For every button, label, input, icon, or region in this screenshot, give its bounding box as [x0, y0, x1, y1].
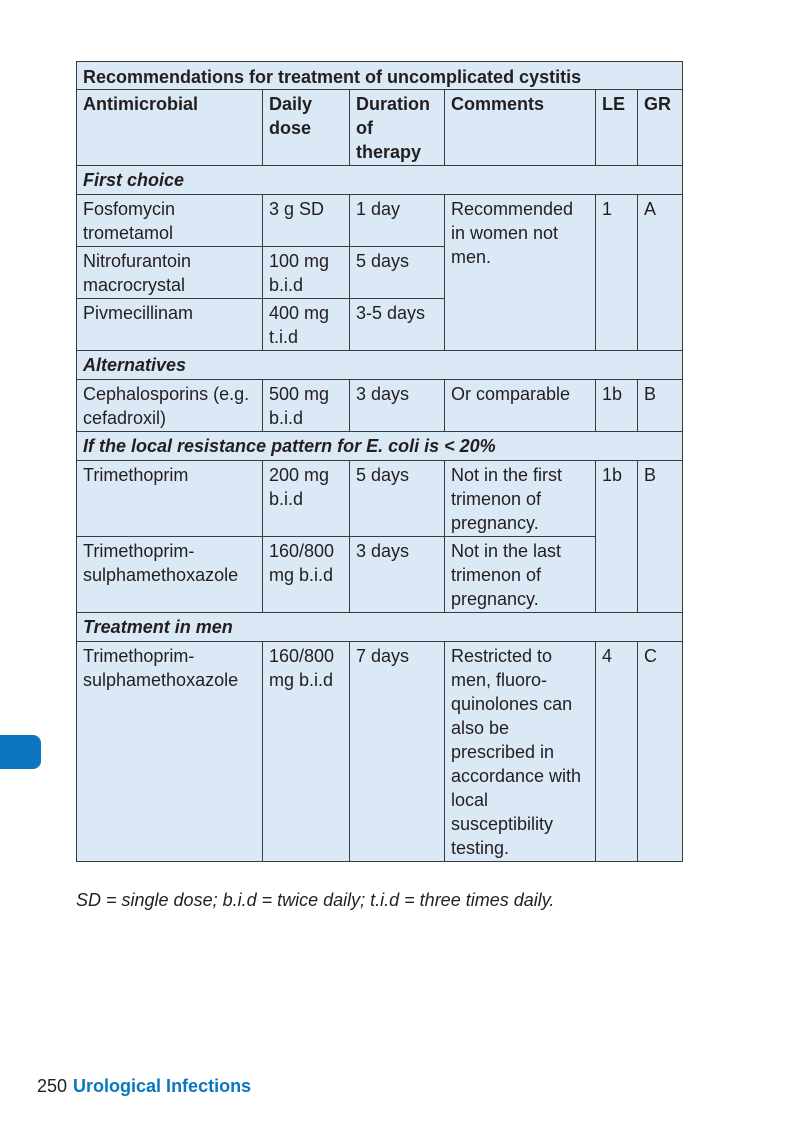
- comments-cell: Or comparable: [445, 380, 596, 432]
- table-row: [77, 195, 683, 247]
- gr-cell: A: [638, 195, 683, 351]
- gr-cell: C: [638, 642, 683, 862]
- table-row: [77, 537, 683, 613]
- dose-cell: 500 mg b.i.d: [263, 380, 350, 432]
- page-number: 250: [37, 1076, 68, 1096]
- le-cell: 1: [596, 195, 638, 351]
- duration-cell: 5 days: [350, 461, 445, 537]
- cystitis-treatment-table: [76, 61, 683, 862]
- dose-cell: 160/800 mg b.i.d: [263, 642, 350, 862]
- header-le: LE: [596, 90, 638, 166]
- header-antimicrobial: Antimicrobial: [77, 90, 263, 166]
- duration-cell: 5 days: [350, 247, 445, 299]
- section-men: Treatment in men: [77, 613, 683, 642]
- comments-cell: Not in the first trimenon of pregnancy.: [445, 461, 596, 537]
- chapter-tab-marker: [0, 735, 41, 769]
- table-footnote: SD = single dose; b.i.d = twice daily; t.i.d = three times daily.: [76, 890, 555, 910]
- dose-cell: 100 mg b.i.d: [263, 247, 350, 299]
- table-title-row: [77, 62, 683, 90]
- duration-cell: 3 days: [350, 380, 445, 432]
- section-alternatives: Alternatives: [77, 351, 683, 380]
- header-gr: GR: [638, 90, 683, 166]
- gr-cell: B: [638, 461, 683, 613]
- section-row-alternatives: [77, 351, 683, 380]
- antimicrobial-cell: Trimethoprim-sulphamethoxazole: [77, 642, 263, 862]
- header-duration: Duration of therapy: [350, 90, 445, 166]
- comments-cell: Restricted to men, fluoro-quinolones can also be prescribed in accordance with local susceptibility testing.: [445, 642, 596, 862]
- section-row-men: [77, 613, 683, 642]
- duration-cell: 3-5 days: [350, 299, 445, 351]
- dose-cell: 400 mg t.i.d: [263, 299, 350, 351]
- dose-cell: 3 g SD: [263, 195, 350, 247]
- le-cell: 1b: [596, 380, 638, 432]
- table-row: [77, 461, 683, 537]
- comments-cell: Not in the last trimenon of pregnancy.: [445, 537, 596, 613]
- header-daily-dose: Daily dose: [263, 90, 350, 166]
- duration-cell: 3 days: [350, 537, 445, 613]
- section-resistance: If the local resistance pattern for E. coli is < 20%: [77, 432, 683, 461]
- footer-section-title: Urological Infections: [73, 1076, 252, 1096]
- antimicrobial-cell: Cephalosporins (e.g. cefadroxil): [77, 380, 263, 432]
- table-row: [77, 642, 683, 862]
- gr-cell: B: [638, 380, 683, 432]
- dose-cell: 160/800 mg b.i.d: [263, 537, 350, 613]
- dose-cell: 200 mg b.i.d: [263, 461, 350, 537]
- header-comments: Comments: [445, 90, 596, 166]
- duration-cell: 1 day: [350, 195, 445, 247]
- page-footer: [37, 1074, 251, 1098]
- le-cell: 4: [596, 642, 638, 862]
- antimicrobial-cell: Fosfomycin trometamol: [77, 195, 263, 247]
- antimicrobial-cell: Pivmecillinam: [77, 299, 263, 351]
- comments-cell: Recommended in women not men.: [445, 195, 596, 351]
- antimicrobial-cell: Nitrofurantoin macrocrystal: [77, 247, 263, 299]
- section-first-choice: First choice: [77, 166, 683, 195]
- antimicrobial-cell: Trimethoprim: [77, 461, 263, 537]
- le-cell: 1b: [596, 461, 638, 613]
- section-row-resistance: [77, 432, 683, 461]
- table-header-row: [77, 90, 683, 166]
- duration-cell: 7 days: [350, 642, 445, 862]
- section-row-first-choice: [77, 166, 683, 195]
- table-row: [77, 380, 683, 432]
- table-title: Recommendations for treatment of uncomplicated cystitis: [77, 62, 683, 90]
- antimicrobial-cell: Trimethoprim-sulphamethoxazole: [77, 537, 263, 613]
